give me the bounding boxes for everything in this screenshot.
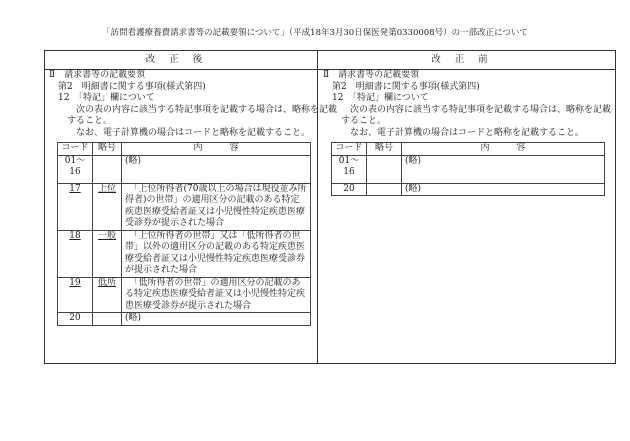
table-row bbox=[58, 230, 311, 277]
section-line: なお、電子計算機の場合はコードと略称を記載すること。 bbox=[323, 127, 585, 138]
section-line: 第2 明細書に関する事項(様式第四) bbox=[323, 81, 480, 92]
section-line: すること。 bbox=[49, 116, 113, 126]
abbr-cell: 一般 bbox=[97, 230, 116, 241]
table-row bbox=[58, 155, 311, 183]
section-line: 次の表の内容に該当する特記事項を記載する場合は、略称を記載 bbox=[49, 104, 338, 115]
content-cell: (略) bbox=[402, 155, 605, 183]
table-row bbox=[58, 313, 311, 326]
content-cell: 「低所得者の世帯」の適用区分の記載のある特定疾患医療受給者証又は小児慢性特定疾患医療受診券が提示された場合 bbox=[122, 277, 311, 313]
content-cell: (略) bbox=[122, 313, 311, 326]
abbr-cell bbox=[93, 155, 122, 183]
header-after: 改正後 bbox=[45, 51, 317, 70]
code-cell: 17 bbox=[69, 183, 81, 194]
content-cell: (略) bbox=[122, 155, 311, 183]
table-row bbox=[58, 183, 311, 230]
section-line: すること。 bbox=[323, 116, 387, 126]
content-cell: (略) bbox=[402, 183, 605, 196]
abbr-cell bbox=[93, 313, 122, 326]
after-code-table bbox=[57, 142, 311, 326]
code-cell: 18 bbox=[69, 230, 81, 241]
section-line: 12 「特記」欄について bbox=[323, 93, 429, 103]
th-content: 内 容 bbox=[122, 143, 311, 156]
code-cell: 19 bbox=[69, 277, 81, 288]
before-column bbox=[323, 70, 613, 196]
code-cell: 01〜16 bbox=[58, 155, 93, 183]
th-content: 内 容 bbox=[402, 143, 605, 156]
column-divider bbox=[317, 51, 318, 363]
abbr-cell: 上位 bbox=[97, 183, 116, 194]
table-row bbox=[332, 183, 605, 196]
abbr-cell bbox=[367, 155, 402, 183]
th-code: コード bbox=[58, 143, 93, 156]
abbr-cell bbox=[367, 183, 402, 196]
code-cell: 20 bbox=[58, 313, 93, 326]
after-column bbox=[49, 70, 338, 326]
code-cell: 20 bbox=[332, 183, 367, 196]
document-title: 「訪問看護療養費請求書等の記載要領について」（平成18年3月30日保医発第0330008号）の一部改正について bbox=[102, 28, 528, 38]
section-line: 次の表の内容に該当する特記事項を記載する場合は、略称を記載 bbox=[323, 104, 612, 115]
header-before: 改正前 bbox=[318, 51, 615, 70]
section-line: Ⅱ 請求書等の記載要領 bbox=[49, 70, 146, 80]
section-line: Ⅱ 請求書等の記載要領 bbox=[323, 70, 420, 80]
table-row bbox=[58, 277, 311, 313]
before-code-table bbox=[331, 142, 605, 196]
th-abbr: 略号 bbox=[367, 143, 402, 156]
comparison-table bbox=[44, 50, 616, 364]
th-abbr: 略号 bbox=[93, 143, 122, 156]
abbr-cell: 低所 bbox=[97, 277, 116, 288]
table-row bbox=[332, 155, 605, 183]
content-cell: 「上位所得者(70歳以上の場合は現役並み所得者)の世帯」の適用区分の記載のある特定疾患医療受給者証又は小児慢性特定疾患医療受診券が提示された場合 bbox=[122, 183, 311, 230]
content-cell: 「上位所得者の世帯」又は「低所得者の世帯」以外の適用区分の記載のある特定疾患医療受給者証又は小児慢性特定疾患医療受診券が提示された場合 bbox=[122, 230, 311, 277]
section-line: 12 「特記」欄について bbox=[49, 93, 155, 103]
code-cell: 01〜16 bbox=[332, 155, 367, 183]
th-code: コード bbox=[332, 143, 367, 156]
section-line: 第2 明細書に関する事項(様式第四) bbox=[49, 81, 206, 92]
section-line: なお、電子計算機の場合はコードと略称を記載すること。 bbox=[49, 127, 311, 138]
